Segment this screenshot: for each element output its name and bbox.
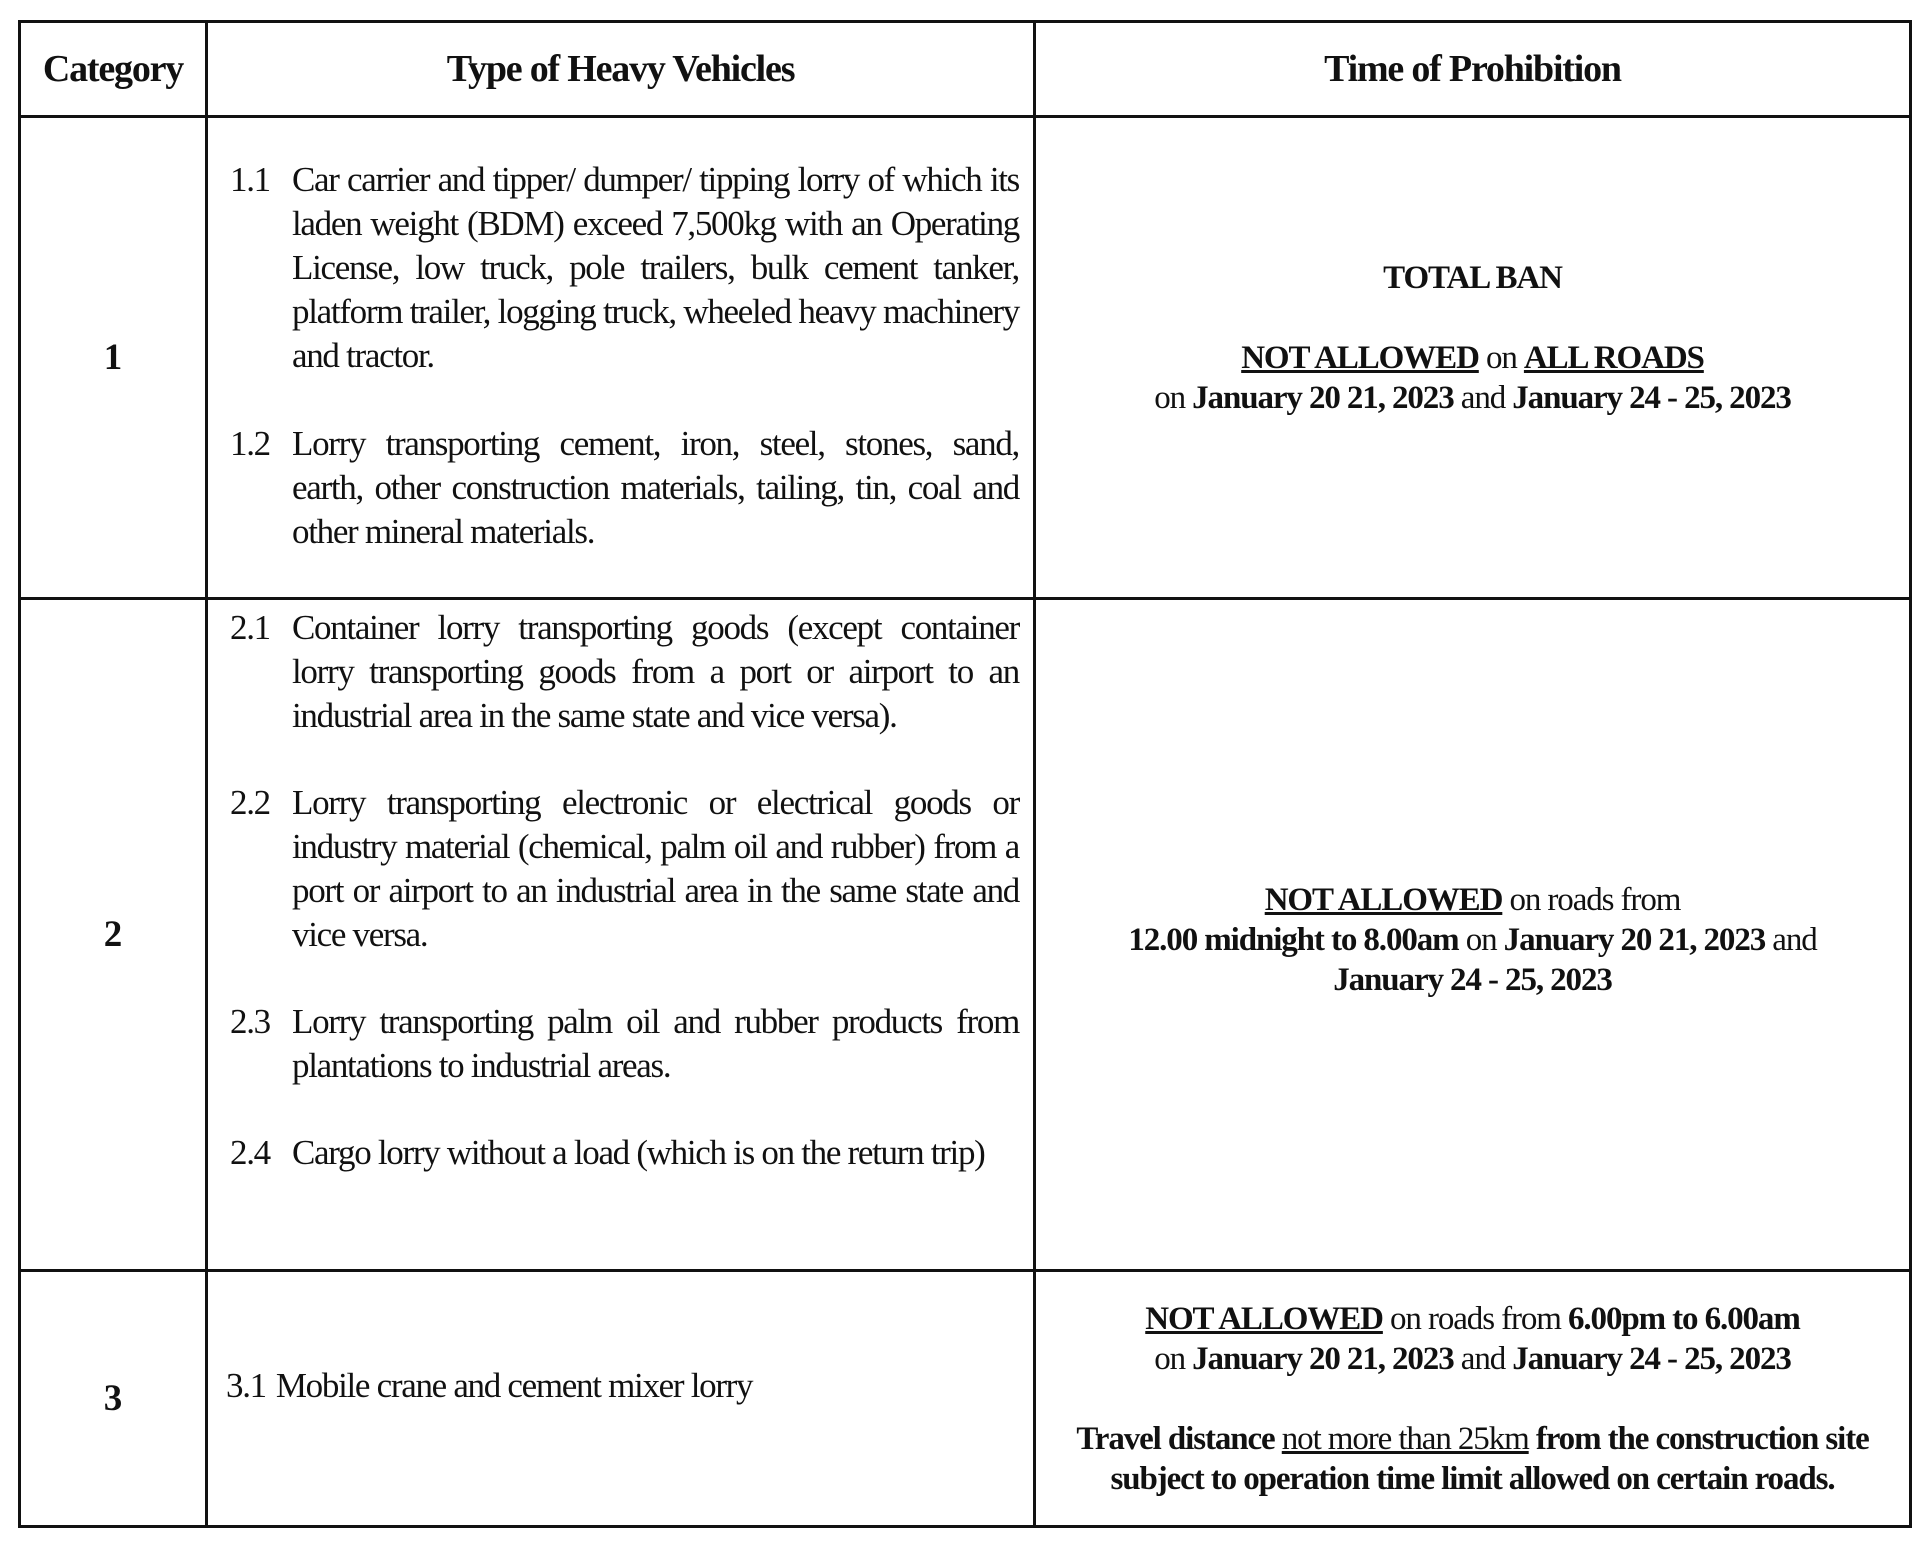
- date-range-2: January 24 - 25, 2023: [1333, 961, 1612, 998]
- item-number: 2.4: [230, 1133, 270, 1172]
- header-vehicle-type: Type of Heavy Vehicles: [446, 48, 795, 90]
- date-range-1: January 20 21, 2023: [1192, 379, 1454, 416]
- vehicle-item-1-1: [230, 158, 1019, 378]
- item-text: Container lorry transporting goods (except container lorry transporting goods from a port or airport to an industrial area in the same state and vice versa).: [292, 608, 1019, 735]
- prohibition-cell-1: [1036, 118, 1909, 597]
- vehicle-item-3-1: [226, 1364, 1019, 1408]
- travel-limit: not more than 25km: [1281, 1420, 1529, 1457]
- heavy-vehicle-prohibition-table: [18, 20, 1912, 1528]
- connector-text: on: [1154, 1340, 1193, 1377]
- connector-text: and: [1453, 1340, 1513, 1377]
- not-allowed-label: NOT ALLOWED: [1241, 339, 1479, 376]
- item-text: Lorry transporting cement, iron, steel, stones, sand, earth, other construction materials, tailing, tin, coal and other mineral materials.: [292, 424, 1019, 551]
- item-number: 1.1: [230, 160, 270, 199]
- category-cell-2: 2: [103, 914, 123, 955]
- connector-text: on: [1154, 379, 1193, 416]
- travel-distance-note: [1036, 1419, 1909, 1499]
- vehicle-item-2-2: [230, 781, 1019, 957]
- prohibition-cell-3: [1036, 1272, 1909, 1525]
- item-text: Lorry transporting electronic or electrical goods or industry material (chemical, palm oil and rubber) from a port or airport to an industrial area in the same state and vice versa.: [292, 783, 1019, 954]
- total-ban-label: TOTAL BAN: [1383, 259, 1562, 296]
- vehicle-types-cell-2: [208, 600, 1033, 1269]
- connector-text: and: [1765, 921, 1817, 958]
- connector-text: on roads from: [1382, 1300, 1568, 1337]
- time-window: 6.00pm to 6.00am: [1568, 1300, 1800, 1337]
- item-number: 2.1: [230, 608, 270, 647]
- vehicle-types-cell-1: [208, 118, 1033, 597]
- all-roads-label: ALL ROADS: [1523, 339, 1704, 376]
- vehicle-types-cell-3: [208, 1272, 1033, 1525]
- date-range-1: January 20 21, 2023: [1503, 921, 1766, 958]
- category-cell-3: 3: [103, 1378, 123, 1419]
- prohibition-cell-2: [1036, 600, 1909, 1269]
- date-range-1: January 20 21, 2023: [1192, 1340, 1454, 1377]
- item-number: 3.1: [226, 1365, 266, 1405]
- travel-prefix: Travel distance: [1076, 1420, 1282, 1457]
- item-number: 1.2: [230, 424, 270, 463]
- item-number: 2.3: [230, 1002, 270, 1041]
- item-text: Car carrier and tipper/ dumper/ tipping lorry of which its laden weight (BDM) exceed 7,500kg with an Operating License, low truck, pole trailers, bulk cement tanker, platform trailer, logging truck, wheeled heavy machinery and tractor.: [292, 160, 1019, 375]
- item-text: Mobile crane and cement mixer lorry: [275, 1365, 753, 1405]
- item-text: Cargo lorry without a load (which is on the return trip): [292, 1133, 985, 1172]
- time-window: 12.00 midnight to 8.00am: [1128, 921, 1459, 958]
- travel-suffix: from the construction site subject to operation time limit allowed on certain roads.: [1110, 1420, 1869, 1497]
- vehicle-item-2-3: [230, 1000, 1019, 1088]
- item-text: Lorry transporting palm oil and rubber products from plantations to industrial areas.: [292, 1002, 1019, 1085]
- not-allowed-label: NOT ALLOWED: [1264, 881, 1503, 918]
- connector-text: on roads from: [1502, 881, 1681, 918]
- date-range-2: January 24 - 25, 2023: [1512, 1340, 1791, 1377]
- header-category: Category: [42, 48, 184, 90]
- vehicle-item-1-2: [230, 422, 1019, 554]
- connector-text: on: [1478, 339, 1524, 376]
- connector-text: on: [1458, 921, 1504, 958]
- item-number: 2.2: [230, 783, 270, 822]
- vehicle-item-2-4: [230, 1131, 1019, 1175]
- category-cell-1: 1: [103, 337, 123, 378]
- connector-text: and: [1453, 379, 1513, 416]
- not-allowed-label: NOT ALLOWED: [1145, 1300, 1383, 1337]
- vehicle-item-2-1: [230, 606, 1019, 738]
- date-range-2: January 24 - 25, 2023: [1512, 379, 1791, 416]
- header-time-of-prohibition: Time of Prohibition: [1324, 48, 1621, 90]
